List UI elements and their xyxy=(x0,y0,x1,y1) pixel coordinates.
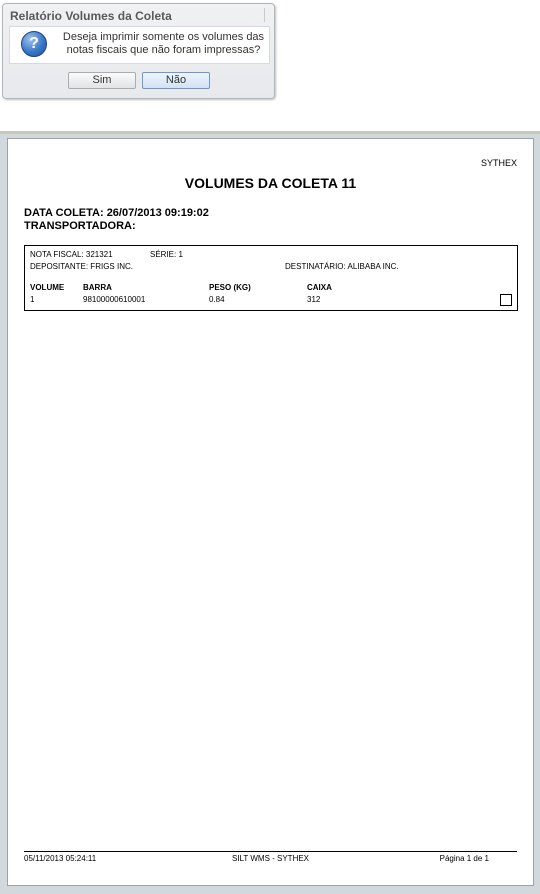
dialog-title-edge xyxy=(264,8,270,22)
dialog-title: Relatório Volumes da Coleta xyxy=(10,9,172,23)
carrier-label: TRANSPORTADORA: xyxy=(24,220,136,232)
column-header-barcode: BARRA xyxy=(83,283,112,292)
question-icon: ? xyxy=(21,31,47,57)
no-button[interactable]: Não xyxy=(142,72,210,89)
row-checkbox[interactable] xyxy=(500,294,512,306)
collection-date: DATA COLETA: 26/07/2013 09:19:02 xyxy=(24,207,209,219)
invoice-box xyxy=(24,245,518,311)
recipient: DESTINATÁRIO: ALIBABA INC. xyxy=(285,262,399,271)
volume-cell: 1 xyxy=(30,295,35,304)
report-page xyxy=(7,138,534,886)
weight-cell: 0.84 xyxy=(209,295,225,304)
confirm-dialog xyxy=(2,3,275,99)
invoice-number: NOTA FISCAL: 321321 xyxy=(30,250,113,259)
column-header-volume: VOLUME xyxy=(30,283,65,292)
footer-divider xyxy=(24,851,517,852)
invoice-series: SÉRIE: 1 xyxy=(150,250,183,259)
yes-button[interactable]: Sim xyxy=(68,72,136,89)
footer-datetime: 05/11/2013 05:24:11 xyxy=(24,854,97,863)
barcode-cell: 98100000610001 xyxy=(83,295,146,304)
report-title: VOLUMES DA COLETA 11 xyxy=(184,175,357,191)
dialog-message: Deseja imprimir somente os volumes das notas fiscais que não foram impressas? xyxy=(62,31,265,56)
column-header-box: CAIXA xyxy=(307,283,332,292)
box-cell: 312 xyxy=(307,295,321,304)
dialog-body xyxy=(9,26,270,64)
column-header-weight: PESO (KG) xyxy=(209,283,251,292)
footer-page-number: Página 1 de 1 xyxy=(439,854,489,863)
report-viewer xyxy=(0,131,540,894)
brand-label: SYTHEX xyxy=(480,158,517,168)
depositor: DEPOSITANTE: FRIGS INC. xyxy=(30,262,133,271)
footer-system: SILT WMS - SYTHEX xyxy=(231,854,310,863)
